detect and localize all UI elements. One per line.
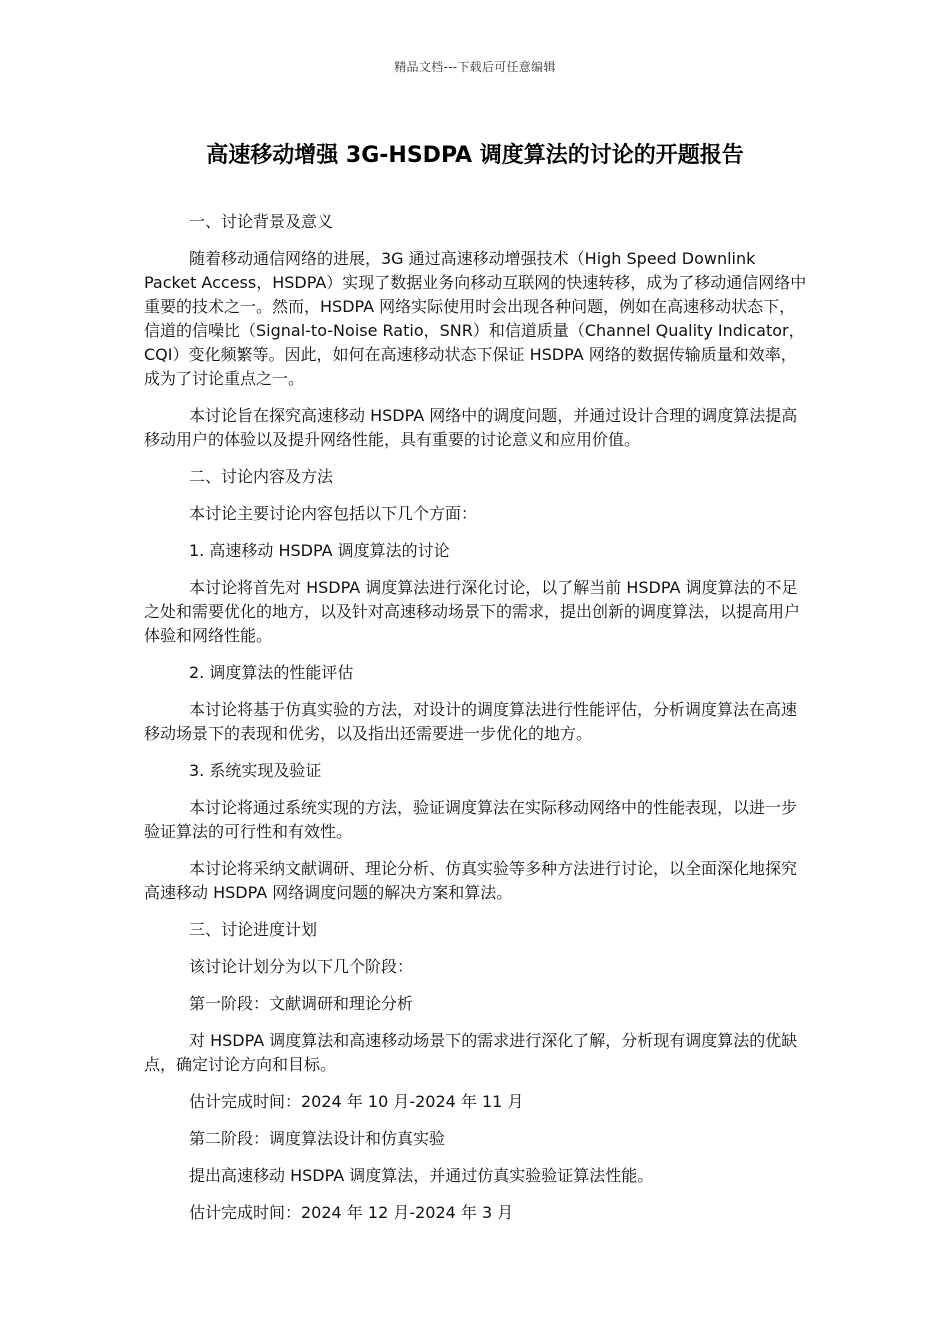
subheading-performance-evaluation: 2. 调度算法的性能评估 <box>189 663 354 682</box>
section-heading-content-methods: 二、讨论内容及方法 <box>189 467 334 486</box>
subheading-system-implementation: 3. 系统实现及验证 <box>189 761 322 780</box>
paragraph-performance-evaluation: 本讨论将基于仿真实验的方法，对设计的调度算法进行性能评估，分析调度算法在高速移动场景下的表现和优劣，以及指出还需要进一步优化的地方。 <box>144 700 798 743</box>
stage-two-description: 提出高速移动 HSDPA 调度算法，并通过仿真实验验证算法性能。 <box>189 1166 654 1185</box>
paragraph-methods: 本讨论将采纳文献调研、理论分析、仿真实验等多种方法进行讨论，以全面深化地探究高速移动 HSDPA 网络调度问题的解决方案和算法。 <box>144 859 798 902</box>
document-body <box>144 210 810 1238</box>
paragraph-content-intro: 本讨论主要讨论内容包括以下几个方面： <box>189 504 478 523</box>
paragraph-schedule-intro: 该讨论计划分为以下几个阶段： <box>189 957 414 976</box>
section-heading-schedule: 三、讨论进度计划 <box>189 920 318 939</box>
document-title: 高速移动增强 3G-HSDPA 调度算法的讨论的开题报告 <box>206 143 744 168</box>
paragraph-algorithm-study: 本讨论将首先对 HSDPA 调度算法进行深化讨论，以了解当前 HSDPA 调度算法的不足之处和需要优化的地方，以及针对高速移动场景下的需求，提出创新的调度算法，以提高用户体验和网络性能。 <box>144 578 801 645</box>
paragraph-purpose: 本讨论旨在探究高速移动 HSDPA 网络中的调度问题，并通过设计合理的调度算法提高移动用户的体验以及提升网络性能，具有重要的讨论意义和应用价值。 <box>144 406 798 449</box>
page-header: 精品文档---下载后可任意编辑 <box>394 60 556 74</box>
subheading-algorithm-study: 1. 高速移动 HSDPA 调度算法的讨论 <box>189 541 450 560</box>
stage-one-heading: 第一阶段：文献调研和理论分析 <box>189 994 414 1013</box>
stage-two-time: 估计完成时间：2024 年 12 月-2024 年 3 月 <box>189 1203 514 1222</box>
paragraph-background: 随着移动通信网络的进展，3G 通过高速移动增强技术（High Speed Downlink Packet Access，HSDPA）实现了数据业务向移动互联网的快速转移，成为了移动通信网络中重要的技术之一。然而，HSDPA 网络实际使用时会出现各种问题，例如在高速移动状态下，信道的信噪比（Signal-to-Noise Ratio，SNR）和信道质量（Channel Quality Indicator，CQI）变化频繁等。因此，如何在高速移动状态下保证 HSDPA 网络的数据传输质量和效率，成为了讨论重点之一。 <box>144 249 807 388</box>
stage-two-heading: 第二阶段：调度算法设计和仿真实验 <box>189 1129 446 1148</box>
stage-one-description: 对 HSDPA 调度算法和高速移动场景下的需求进行深化了解，分析现有调度算法的优缺点，确定讨论方向和目标。 <box>144 1031 798 1074</box>
stage-one-time: 估计完成时间：2024 年 10 月-2024 年 11 月 <box>189 1092 524 1111</box>
section-heading-background: 一、讨论背景及意义 <box>189 212 334 231</box>
paragraph-system-implementation: 本讨论将通过系统实现的方法，验证调度算法在实际移动网络中的性能表现，以进一步验证算法的可行性和有效性。 <box>144 798 798 841</box>
